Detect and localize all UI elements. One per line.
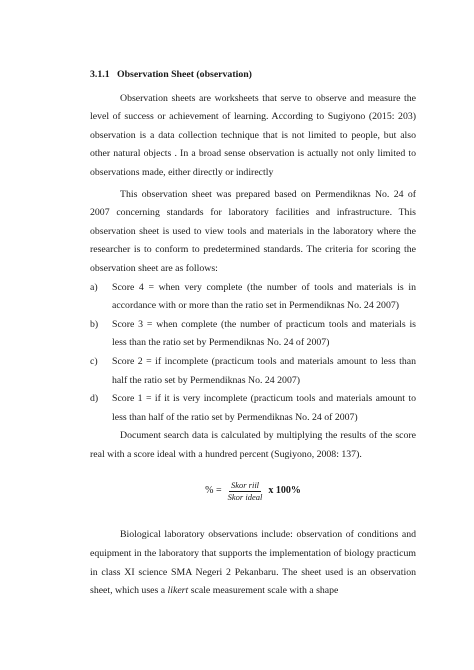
likert-term: likert [167,585,189,597]
criteria-marker: a) [90,281,98,293]
formula-fraction [226,480,265,503]
lab-observations-text: Biological laboratory observations include: observation of conditions and equipment in the laboratory that supports the implementation of biology practicum in class XI science SMA Negeri 2 Pekanbaru. The sheet used is an observation sheet, which uses a [90,529,416,597]
criteria-item [90,279,416,316]
section-title: Observation Sheet (observation) [116,69,252,80]
criteria-item [90,316,416,353]
criteria-text: Score 3 = when complete (the number of practicum tools and materials is less than the ratio set by Permendiknas No. 24 of 2007) [112,318,416,349]
paragraph-lab-observations [90,526,416,600]
criteria-item [90,353,416,390]
formula-rhs: x 100% [268,485,301,497]
paragraph-observation-definition: Observation sheets are worksheets that serve to observe and measure the level of success or achievement of learning. According to Sugiyono (2015: 203) observation is a data collection technique that is not limited to people, but also other natural objects . In a broad sense observation is actually not only limited to observations made, either directly or indirectly [90,92,416,178]
criteria-text: Score 1 = if it is very incomplete (practicum tools and materials amount to less than half of the ratio set by Permendiknas No. 24 of 2007) [112,393,416,423]
section-heading [90,66,416,85]
paragraph-calculation: Document search data is calculated by multiplying the results of the score real with a score ideal with a hundred percent (Sugiyono, 2008: 137). [90,430,416,460]
lab-observations-text-end: scale measurement scale with a shape [190,585,339,597]
percentage-formula [90,476,416,506]
formula-denominator: Skor ideal [227,491,263,502]
formula-numerator: Skor riil [230,479,260,490]
criteria-marker: c) [90,355,98,367]
criteria-text: Score 4 = when very complete (the number of tools and materials is in accordance with or more than the ratio set in Permendiknas No. 24 2007) [112,281,416,312]
criteria-marker: b) [90,318,99,330]
criteria-text: Score 2 = if incomplete (practicum tools and materials amount to less than half the ratio set by Permendiknas No. 24 2007) [112,355,416,386]
page-content [90,66,416,601]
paragraph-observation-sheet-basis: This observation sheet was prepared based on Permendiknas No. 24 of 2007 concerning standards for laboratory facilities and infrastructure. This observation sheet is used to view tools and materials in the laboratory where the researcher is to conform to predetermined standards. The criteria for scoring the observation sheet are as follows: [90,188,416,274]
scoring-criteria-list [90,279,416,428]
criteria-item [90,390,416,427]
formula-lhs: % = [205,485,222,497]
criteria-marker: d) [90,393,99,405]
section-number: 3.1.1 [90,69,110,80]
